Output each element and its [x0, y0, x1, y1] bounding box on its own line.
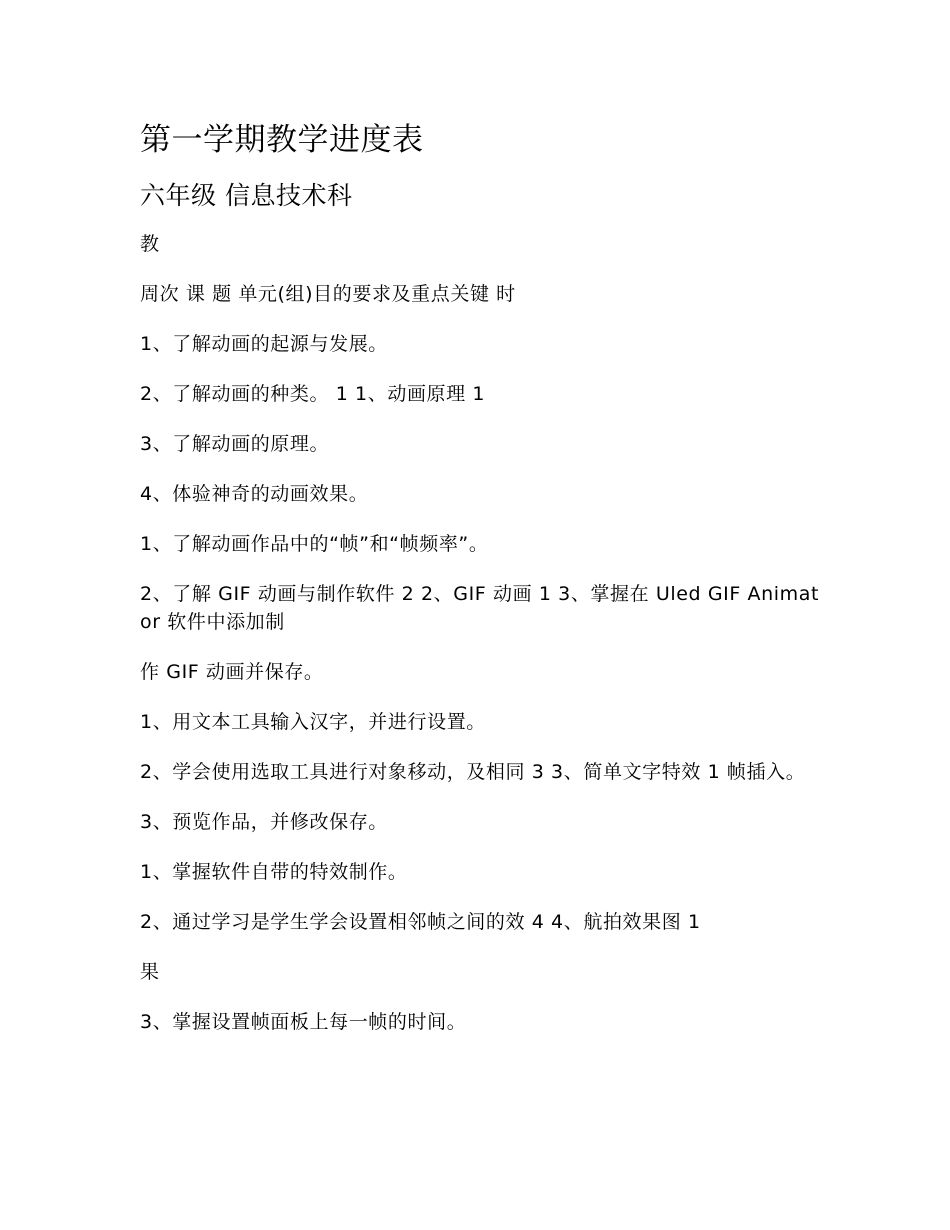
text-line: 2、了解 GIF 动画与制作软件 2 2、GIF 动画 1 3、掌握在 Uled GIF Animator 软件中添加制 — [140, 583, 820, 633]
text-line: 4、体验神奇的动画效果。 — [140, 483, 369, 505]
text-line: 1、了解动画的起源与发展。 — [140, 333, 388, 355]
text-line: 1、了解动画作品中的“帧”和“帧频率”。 — [140, 533, 489, 555]
text-line: 2、了解动画的种类。 1 1、动画原理 1 — [140, 383, 486, 405]
text-line: 1、用文本工具输入汉字，并进行设置。 — [140, 711, 486, 733]
text-line: 1、掌握软件自带的特效制作。 — [140, 861, 408, 883]
document-subtitle: 六年级 信息技术科 — [140, 181, 353, 210]
text-line: 果 — [140, 961, 160, 983]
text-line: 3、掌握设置帧面板上每一帧的时间。 — [140, 1011, 467, 1033]
text-line: 教 — [140, 233, 160, 255]
text-line: 作 GIF 动画并保存。 — [140, 661, 324, 683]
text-line: 2、学会使用选取工具进行对象移动，及相同 3 3、简单文字特效 1 帧插入。 — [140, 761, 806, 783]
document-content — [140, 118, 820, 1058]
text-line: 3、了解动画的原理。 — [140, 433, 330, 455]
document-title: 第一学期教学进度表 — [140, 122, 424, 158]
text-line: 3、预览作品，并修改保存。 — [140, 811, 388, 833]
table-header-line: 周次 课 题 单元(组)目的要求及重点关键 时 — [140, 283, 516, 305]
text-line: 2、通过学习是学生学会设置相邻帧之间的效 4 4、航拍效果图 1 — [140, 911, 701, 933]
